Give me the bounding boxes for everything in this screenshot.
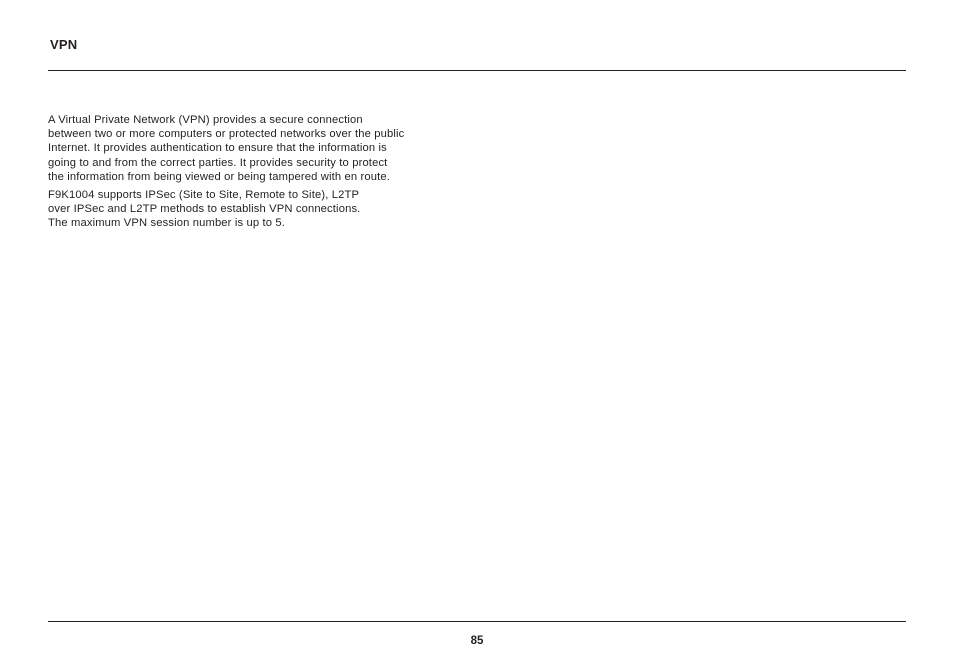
section-title: VPN bbox=[50, 37, 78, 52]
body-paragraph-vpn-support: F9K1004 supports IPSec (Site to Site, Remote to Site), L2TP over IPSec and L2TP methods to establish VPN connections. The maximum VPN session number is up to 5. bbox=[48, 189, 361, 230]
body-content bbox=[48, 113, 488, 231]
footer-divider bbox=[48, 621, 906, 622]
page-number: 85 bbox=[470, 635, 484, 647]
body-paragraph-vpn-definition: A Virtual Private Network (VPN) provides a secure connection between two or more computers or protected networks over the public Internet. It provides authentication to ensure that the information is going to and from the correct parties. It provides security to protect the information from being viewed or being tampered with en route. bbox=[48, 114, 405, 183]
header-divider bbox=[48, 70, 906, 71]
